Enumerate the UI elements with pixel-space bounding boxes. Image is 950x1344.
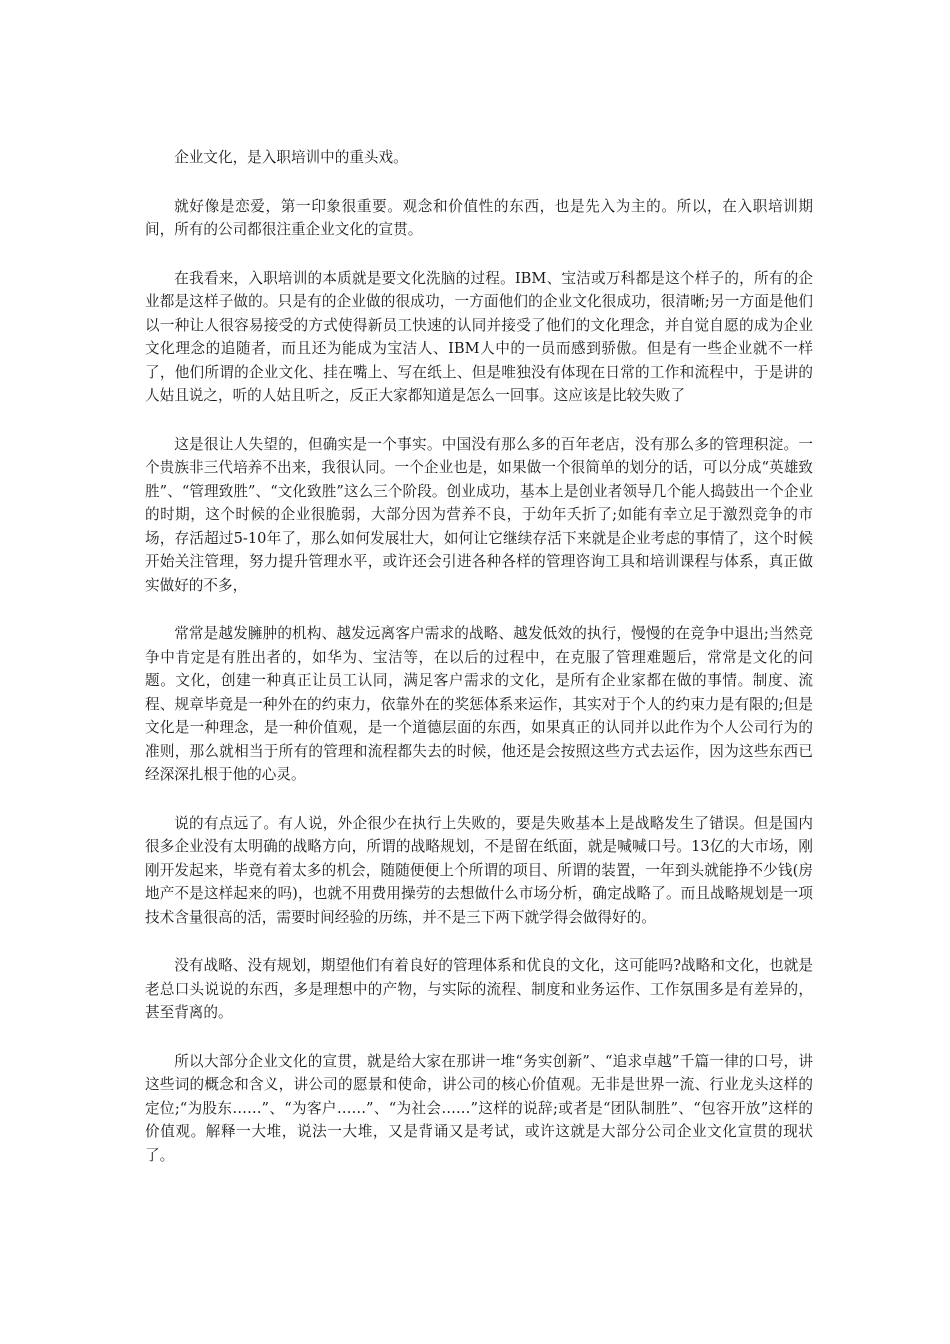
- paragraph-2: 就好像是恋爱，第一印象很重要。观念和价值性的东西，也是先入为主的。所以，在入职培训期间，所有的公司都很注重企业文化的宣贯。: [145, 197, 813, 238]
- paragraph-6: 说的有点远了。有人说，外企很少在执行上失败的，要是失败基本上是战略发生了错误。但是国内很多企业没有太明确的战略方向，所谓的战略规划，不是留在纸面，就是喊喊口号。13亿的大市场，刚刚开发起来，毕竟有着太多的机会，随随便便上个所谓的项目、所谓的装置，一年到头就能挣不少钱(房地产不是这样起来的吗)，也就不用费用操劳的去想做什么市场分析，确定战略了。而且战略规划是一项技术含量很高的活，需要时间经验的历练，并不是三下两下就学得会做得好的。: [145, 814, 813, 926]
- document-body: [145, 146, 813, 1192]
- paragraph-1: 企业文化，是入职培训中的重头戏。: [174, 149, 408, 166]
- paragraph-4: 这是很让人失望的，但确实是一个事实。中国没有那么多的百年老店，没有那么多的管理积淀。一个贵族非三代培养不出来，我很认同。一个企业也是，如果做一个很简单的划分的话，可以分成“英雄致胜”、“管理致胜”、“文化致胜”这么三个阶段。创业成功，基本上是创业者领导几个能人捣鼓出一个企业的时期，这个时候的企业很脆弱，大部分因为营养不良，于幼年夭折了;如能有幸立足于激烈竞争的市场，存活超过5-10年了，那么如何发展壮大，如何让它继续存活下来就是企业考虑的事情了，这个时候开始关注管理，努力提升管理水平，或许还会引进各种各样的管理咨询工具和培训课程与体系，真正做实做好的不多，: [145, 435, 813, 594]
- paragraph-3: 在我看来，入职培训的本质就是要文化洗脑的过程。IBM、宝洁或万科都是这个样子的，所有的企业都是这样子做的。只是有的企业做的很成功，一方面他们的企业文化很成功，很清晰;另一方面是他们以一种让人很容易接受的方式使得新员工快速的认同并接受了他们的文化理念，并自觉自愿的成为企业文化理念的追随者，而且还为能成为宝洁人、IBM人中的一员而感到骄傲。但是有一些企业就不一样了，他们所谓的企业文化、挂在嘴上、写在纸上、但是唯独没有体现在日常的工作和流程中，于是讲的人姑且说之，听的人姑且听之，反正大家都知道是怎么一回事。这应该是比较失败了: [145, 269, 813, 404]
- paragraph-8: 所以大部分企业文化的宣贯，就是给大家在那讲一堆“务实创新”、“追求卓越”千篇一律的口号，讲这些词的概念和含义，讲公司的愿景和使命，讲公司的核心价值观。无非是世界一流、行业龙头这样的定位;“为股东……”、“为客户……”、“为社会……”这样的说辞;或者是“团队制胜”、“包容开放”这样的价值观。解释一大堆，说法一大堆，又是背诵又是考试，或许这就是大部分公司企业文化宣贯的现状了。: [145, 1052, 813, 1164]
- paragraph-7: 没有战略、没有规划，期望他们有着良好的管理体系和优良的文化，这可能吗?战略和文化，也就是老总口头说说的东西，多是理想中的产物，与实际的流程、制度和业务运作、工作氛围多是有差异的，甚至背离的。: [145, 957, 813, 1021]
- paragraph-5: 常常是越发臃肿的机构、越发远离客户需求的战略、越发低效的执行，慢慢的在竞争中退出;当然竞争中肯定是有胜出者的，如华为、宝洁等，在以后的过程中，在克服了管理难题后，常常是文化的问题。文化，创建一种真正让员工认同，满足客户需求的文化，是所有企业家都在做的事情。制度、流程、规章毕竟是一种外在的约束力，依靠外在的奖惩体系来运作，其实对于个人的约束力是有限的;但是文化是一种理念，是一种价值观，是一个道德层面的东西，如果真正的认同并以此作为个人公司行为的准则，那么就相当于所有的管理和流程都失去的时候，他还是会按照这些方式去运作，因为这些东西已经深深扎根于他的心灵。: [145, 625, 813, 783]
